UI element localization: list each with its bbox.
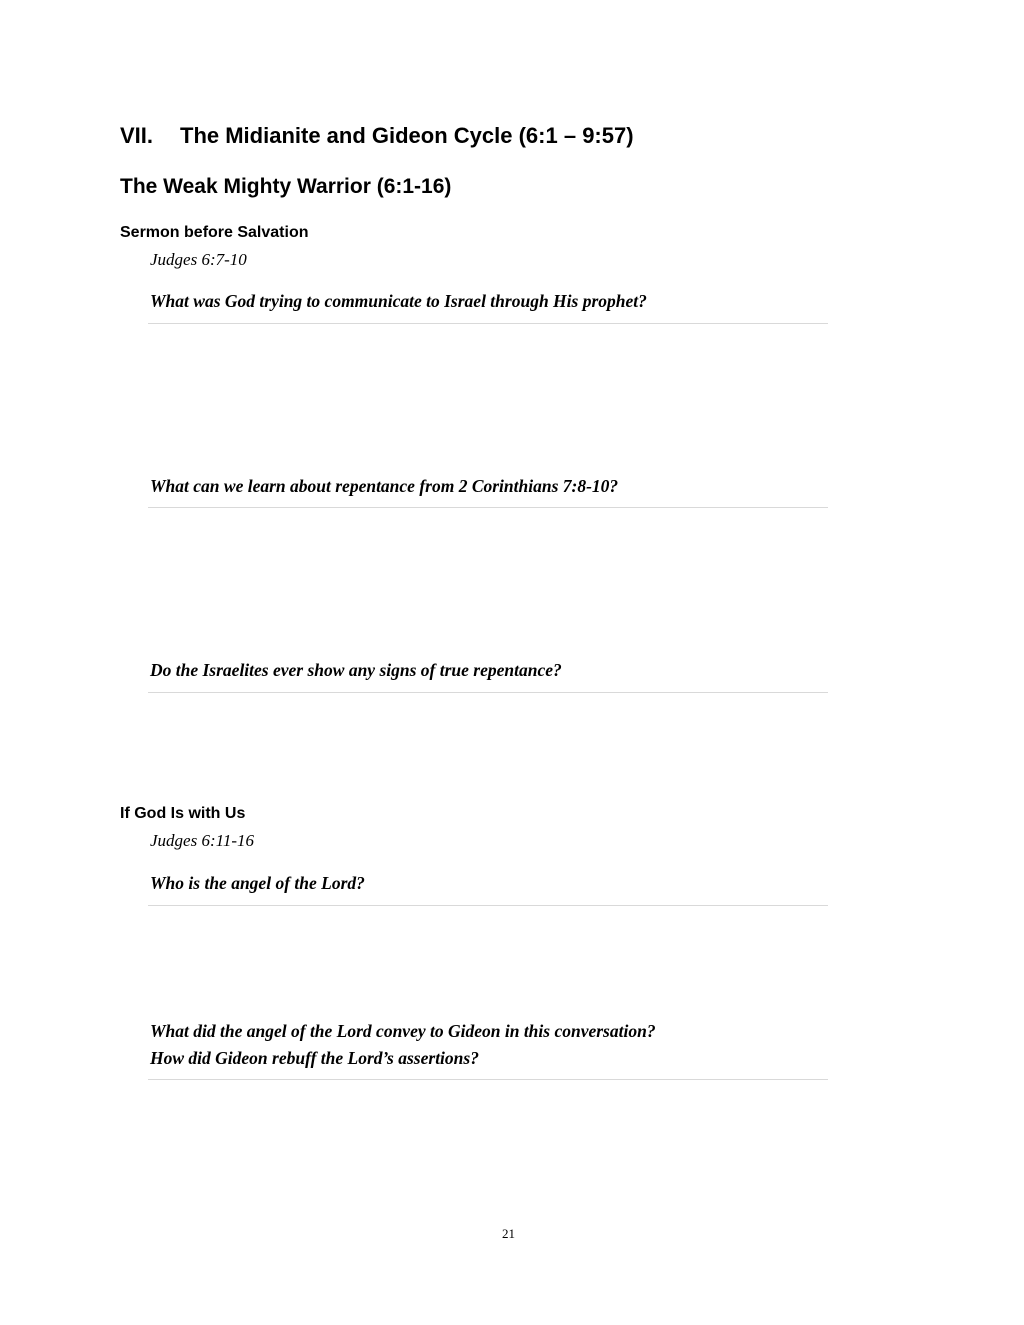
study-question: How did Gideon rebuff the Lord’s assertions? [150,1048,479,1068]
part-heading: Sermon before Salvation [120,224,309,241]
section-title: The Midianite and Gideon Cycle (6:1 – 9:57) [180,123,634,148]
answer-line [148,1079,828,1080]
page-number: 21 [502,1226,515,1241]
scripture-reference: Judges 6:7-10 [150,250,247,269]
scripture-reference: Judges 6:11-16 [150,831,255,850]
part-heading: If God Is with Us [120,805,246,822]
study-question: What was God trying to communicate to Israel through His prophet? [150,291,647,311]
subsection-title: The Weak Mighty Warrior (6:1-16) [120,175,452,198]
section-number: VII. [120,123,154,148]
answer-line [148,507,828,508]
study-question: Do the Israelites ever show any signs of true repentance? [150,660,562,680]
answer-line [148,905,828,906]
answer-line [148,323,828,324]
study-question: What can we learn about repentance from 2 Corinthians 7:8-10? [150,476,619,496]
answer-line [148,692,828,693]
study-question: What did the angel of the Lord convey to Gideon in this conversation? [150,1021,656,1041]
study-question: Who is the angel of the Lord? [150,873,365,893]
